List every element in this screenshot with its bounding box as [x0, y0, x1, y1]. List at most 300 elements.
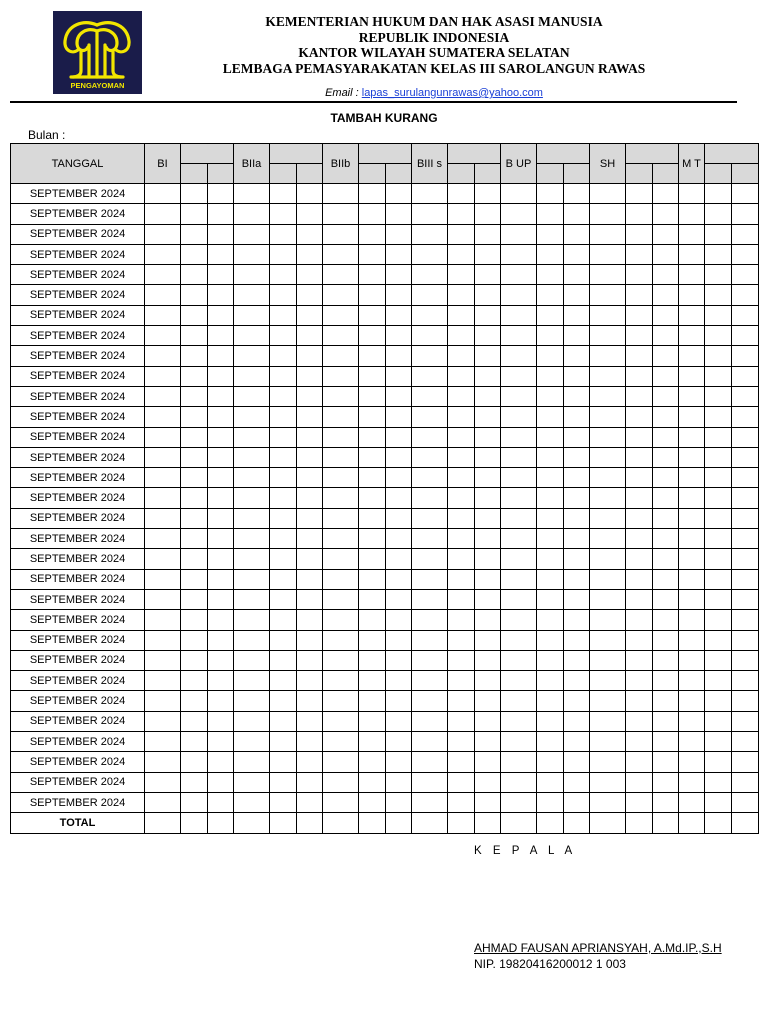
data-cell[interactable] [705, 326, 732, 346]
data-cell[interactable] [705, 488, 732, 508]
data-cell[interactable] [590, 711, 626, 731]
data-cell[interactable] [732, 508, 759, 528]
data-cell[interactable] [590, 386, 626, 406]
data-cell[interactable] [323, 447, 359, 467]
data-cell[interactable] [234, 265, 270, 285]
data-cell[interactable] [412, 184, 448, 204]
data-cell[interactable] [626, 305, 653, 325]
data-cell[interactable] [323, 508, 359, 528]
data-cell[interactable] [386, 386, 412, 406]
data-cell[interactable] [501, 447, 537, 467]
data-cell[interactable] [359, 691, 386, 711]
data-cell[interactable] [626, 772, 653, 792]
total-cell[interactable] [323, 813, 359, 833]
data-cell[interactable] [705, 407, 732, 427]
data-cell[interactable] [705, 772, 732, 792]
data-cell[interactable] [537, 244, 564, 264]
data-cell[interactable] [475, 386, 501, 406]
data-cell[interactable] [626, 244, 653, 264]
data-cell[interactable] [448, 732, 475, 752]
data-cell[interactable] [679, 630, 705, 650]
data-cell[interactable] [323, 427, 359, 447]
data-cell[interactable] [679, 529, 705, 549]
data-cell[interactable] [626, 549, 653, 569]
data-cell[interactable] [475, 549, 501, 569]
data-cell[interactable] [653, 305, 679, 325]
data-cell[interactable] [297, 366, 323, 386]
data-cell[interactable] [705, 346, 732, 366]
data-cell[interactable] [537, 285, 564, 305]
data-cell[interactable] [475, 184, 501, 204]
data-cell[interactable] [270, 569, 297, 589]
data-cell[interactable] [323, 305, 359, 325]
data-cell[interactable] [732, 244, 759, 264]
data-cell[interactable] [653, 508, 679, 528]
data-cell[interactable] [501, 671, 537, 691]
data-cell[interactable] [564, 285, 590, 305]
data-cell[interactable] [323, 711, 359, 731]
data-cell[interactable] [323, 792, 359, 812]
data-cell[interactable] [626, 468, 653, 488]
data-cell[interactable] [653, 630, 679, 650]
data-cell[interactable] [653, 650, 679, 670]
data-cell[interactable] [653, 184, 679, 204]
data-cell[interactable] [297, 346, 323, 366]
data-cell[interactable] [145, 630, 181, 650]
data-cell[interactable] [626, 407, 653, 427]
data-cell[interactable] [234, 305, 270, 325]
data-cell[interactable] [626, 326, 653, 346]
data-cell[interactable] [359, 407, 386, 427]
data-cell[interactable] [448, 691, 475, 711]
data-cell[interactable] [501, 468, 537, 488]
data-cell[interactable] [234, 224, 270, 244]
data-cell[interactable] [537, 326, 564, 346]
data-cell[interactable] [732, 204, 759, 224]
data-cell[interactable] [323, 285, 359, 305]
data-cell[interactable] [475, 508, 501, 528]
data-cell[interactable] [732, 305, 759, 325]
data-cell[interactable] [208, 508, 234, 528]
data-cell[interactable] [145, 589, 181, 609]
data-cell[interactable] [590, 508, 626, 528]
data-cell[interactable] [234, 326, 270, 346]
data-cell[interactable] [653, 691, 679, 711]
data-cell[interactable] [234, 468, 270, 488]
data-cell[interactable] [270, 650, 297, 670]
data-cell[interactable] [626, 711, 653, 731]
data-cell[interactable] [359, 285, 386, 305]
data-cell[interactable] [537, 366, 564, 386]
data-cell[interactable] [297, 326, 323, 346]
data-cell[interactable] [475, 204, 501, 224]
data-cell[interactable] [653, 569, 679, 589]
data-cell[interactable] [359, 427, 386, 447]
data-cell[interactable] [653, 346, 679, 366]
data-cell[interactable] [501, 204, 537, 224]
data-cell[interactable] [386, 508, 412, 528]
data-cell[interactable] [501, 732, 537, 752]
data-cell[interactable] [501, 691, 537, 711]
data-cell[interactable] [208, 671, 234, 691]
data-cell[interactable] [181, 184, 208, 204]
data-cell[interactable] [270, 468, 297, 488]
total-cell[interactable] [626, 813, 653, 833]
data-cell[interactable] [270, 488, 297, 508]
data-cell[interactable] [145, 265, 181, 285]
data-cell[interactable] [705, 204, 732, 224]
data-cell[interactable] [653, 549, 679, 569]
data-cell[interactable] [732, 346, 759, 366]
data-cell[interactable] [448, 204, 475, 224]
data-cell[interactable] [626, 285, 653, 305]
data-cell[interactable] [705, 610, 732, 630]
data-cell[interactable] [270, 366, 297, 386]
data-cell[interactable] [234, 184, 270, 204]
data-cell[interactable] [297, 772, 323, 792]
data-cell[interactable] [270, 285, 297, 305]
data-cell[interactable] [679, 732, 705, 752]
data-cell[interactable] [475, 407, 501, 427]
data-cell[interactable] [297, 691, 323, 711]
data-cell[interactable] [297, 792, 323, 812]
data-cell[interactable] [626, 732, 653, 752]
data-cell[interactable] [626, 752, 653, 772]
data-cell[interactable] [181, 346, 208, 366]
data-cell[interactable] [145, 285, 181, 305]
data-cell[interactable] [501, 488, 537, 508]
data-cell[interactable] [234, 508, 270, 528]
data-cell[interactable] [679, 407, 705, 427]
data-cell[interactable] [386, 326, 412, 346]
data-cell[interactable] [181, 285, 208, 305]
data-cell[interactable] [501, 711, 537, 731]
data-cell[interactable] [475, 447, 501, 467]
data-cell[interactable] [412, 244, 448, 264]
data-cell[interactable] [537, 792, 564, 812]
data-cell[interactable] [448, 468, 475, 488]
data-cell[interactable] [732, 650, 759, 670]
data-cell[interactable] [323, 529, 359, 549]
data-cell[interactable] [653, 589, 679, 609]
data-cell[interactable] [653, 386, 679, 406]
data-cell[interactable] [145, 184, 181, 204]
data-cell[interactable] [323, 610, 359, 630]
data-cell[interactable] [208, 427, 234, 447]
data-cell[interactable] [448, 792, 475, 812]
data-cell[interactable] [323, 265, 359, 285]
data-cell[interactable] [448, 224, 475, 244]
data-cell[interactable] [208, 366, 234, 386]
total-cell[interactable] [181, 813, 208, 833]
data-cell[interactable] [323, 671, 359, 691]
data-cell[interactable] [564, 549, 590, 569]
data-cell[interactable] [270, 224, 297, 244]
data-cell[interactable] [181, 204, 208, 224]
data-cell[interactable] [181, 265, 208, 285]
data-cell[interactable] [270, 772, 297, 792]
data-cell[interactable] [386, 610, 412, 630]
data-cell[interactable] [270, 732, 297, 752]
data-cell[interactable] [626, 346, 653, 366]
data-cell[interactable] [359, 468, 386, 488]
data-cell[interactable] [323, 691, 359, 711]
data-cell[interactable] [234, 711, 270, 731]
data-cell[interactable] [448, 650, 475, 670]
data-cell[interactable] [590, 285, 626, 305]
data-cell[interactable] [501, 346, 537, 366]
data-cell[interactable] [270, 691, 297, 711]
data-cell[interactable] [626, 508, 653, 528]
data-cell[interactable] [705, 244, 732, 264]
data-cell[interactable] [653, 711, 679, 731]
data-cell[interactable] [181, 326, 208, 346]
data-cell[interactable] [653, 244, 679, 264]
data-cell[interactable] [590, 326, 626, 346]
data-cell[interactable] [705, 305, 732, 325]
data-cell[interactable] [501, 407, 537, 427]
data-cell[interactable] [705, 529, 732, 549]
data-cell[interactable] [386, 346, 412, 366]
data-cell[interactable] [705, 265, 732, 285]
data-cell[interactable] [323, 366, 359, 386]
data-cell[interactable] [208, 468, 234, 488]
data-cell[interactable] [145, 386, 181, 406]
data-cell[interactable] [412, 630, 448, 650]
data-cell[interactable] [208, 407, 234, 427]
data-cell[interactable] [323, 386, 359, 406]
data-cell[interactable] [679, 772, 705, 792]
data-cell[interactable] [564, 265, 590, 285]
data-cell[interactable] [590, 204, 626, 224]
data-cell[interactable] [448, 346, 475, 366]
data-cell[interactable] [297, 711, 323, 731]
data-cell[interactable] [448, 285, 475, 305]
data-cell[interactable] [386, 569, 412, 589]
data-cell[interactable] [359, 752, 386, 772]
data-cell[interactable] [208, 224, 234, 244]
data-cell[interactable] [234, 346, 270, 366]
data-cell[interactable] [590, 772, 626, 792]
data-cell[interactable] [679, 671, 705, 691]
data-cell[interactable] [297, 265, 323, 285]
data-cell[interactable] [208, 204, 234, 224]
data-cell[interactable] [705, 589, 732, 609]
data-cell[interactable] [359, 346, 386, 366]
data-cell[interactable] [181, 772, 208, 792]
data-cell[interactable] [537, 204, 564, 224]
data-cell[interactable] [208, 569, 234, 589]
data-cell[interactable] [475, 569, 501, 589]
data-cell[interactable] [732, 265, 759, 285]
data-cell[interactable] [181, 488, 208, 508]
data-cell[interactable] [537, 529, 564, 549]
data-cell[interactable] [297, 204, 323, 224]
data-cell[interactable] [564, 671, 590, 691]
data-cell[interactable] [626, 650, 653, 670]
data-cell[interactable] [590, 691, 626, 711]
total-cell[interactable] [412, 813, 448, 833]
data-cell[interactable] [537, 691, 564, 711]
data-cell[interactable] [412, 204, 448, 224]
data-cell[interactable] [626, 610, 653, 630]
data-cell[interactable] [679, 610, 705, 630]
data-cell[interactable] [386, 204, 412, 224]
data-cell[interactable] [679, 204, 705, 224]
data-cell[interactable] [537, 630, 564, 650]
data-cell[interactable] [181, 386, 208, 406]
data-cell[interactable] [501, 508, 537, 528]
data-cell[interactable] [386, 427, 412, 447]
data-cell[interactable] [653, 427, 679, 447]
data-cell[interactable] [732, 488, 759, 508]
data-cell[interactable] [732, 772, 759, 792]
data-cell[interactable] [537, 732, 564, 752]
data-cell[interactable] [145, 488, 181, 508]
data-cell[interactable] [732, 285, 759, 305]
data-cell[interactable] [359, 650, 386, 670]
data-cell[interactable] [475, 610, 501, 630]
data-cell[interactable] [475, 691, 501, 711]
data-cell[interactable] [234, 488, 270, 508]
data-cell[interactable] [234, 244, 270, 264]
data-cell[interactable] [412, 529, 448, 549]
data-cell[interactable] [386, 650, 412, 670]
data-cell[interactable] [234, 792, 270, 812]
data-cell[interactable] [705, 650, 732, 670]
data-cell[interactable] [626, 386, 653, 406]
data-cell[interactable] [448, 244, 475, 264]
data-cell[interactable] [359, 792, 386, 812]
data-cell[interactable] [359, 366, 386, 386]
data-cell[interactable] [297, 386, 323, 406]
data-cell[interactable] [501, 650, 537, 670]
data-cell[interactable] [359, 772, 386, 792]
data-cell[interactable] [475, 589, 501, 609]
data-cell[interactable] [359, 386, 386, 406]
data-cell[interactable] [732, 752, 759, 772]
data-cell[interactable] [732, 184, 759, 204]
data-cell[interactable] [208, 346, 234, 366]
data-cell[interactable] [653, 265, 679, 285]
data-cell[interactable] [297, 650, 323, 670]
data-cell[interactable] [145, 346, 181, 366]
data-cell[interactable] [359, 204, 386, 224]
data-cell[interactable] [590, 529, 626, 549]
data-cell[interactable] [386, 447, 412, 467]
data-cell[interactable] [475, 265, 501, 285]
data-cell[interactable] [732, 569, 759, 589]
data-cell[interactable] [732, 468, 759, 488]
data-cell[interactable] [297, 407, 323, 427]
data-cell[interactable] [564, 184, 590, 204]
total-cell[interactable] [564, 813, 590, 833]
data-cell[interactable] [590, 488, 626, 508]
data-cell[interactable] [359, 224, 386, 244]
data-cell[interactable] [448, 549, 475, 569]
data-cell[interactable] [732, 224, 759, 244]
data-cell[interactable] [653, 772, 679, 792]
data-cell[interactable] [270, 346, 297, 366]
data-cell[interactable] [270, 711, 297, 731]
data-cell[interactable] [705, 386, 732, 406]
data-cell[interactable] [537, 671, 564, 691]
data-cell[interactable] [501, 630, 537, 650]
data-cell[interactable] [386, 691, 412, 711]
data-cell[interactable] [145, 224, 181, 244]
data-cell[interactable] [208, 691, 234, 711]
data-cell[interactable] [679, 386, 705, 406]
data-cell[interactable] [270, 752, 297, 772]
data-cell[interactable] [590, 184, 626, 204]
data-cell[interactable] [412, 569, 448, 589]
data-cell[interactable] [653, 366, 679, 386]
data-cell[interactable] [386, 305, 412, 325]
data-cell[interactable] [448, 386, 475, 406]
data-cell[interactable] [323, 224, 359, 244]
data-cell[interactable] [323, 184, 359, 204]
data-cell[interactable] [412, 386, 448, 406]
data-cell[interactable] [270, 427, 297, 447]
data-cell[interactable] [208, 610, 234, 630]
data-cell[interactable] [732, 671, 759, 691]
data-cell[interactable] [679, 691, 705, 711]
data-cell[interactable] [564, 447, 590, 467]
data-cell[interactable] [297, 752, 323, 772]
data-cell[interactable] [145, 407, 181, 427]
data-cell[interactable] [386, 589, 412, 609]
data-cell[interactable] [448, 184, 475, 204]
data-cell[interactable] [653, 285, 679, 305]
data-cell[interactable] [732, 386, 759, 406]
data-cell[interactable] [732, 529, 759, 549]
data-cell[interactable] [679, 285, 705, 305]
data-cell[interactable] [679, 711, 705, 731]
data-cell[interactable] [412, 589, 448, 609]
data-cell[interactable] [475, 326, 501, 346]
data-cell[interactable] [448, 529, 475, 549]
data-cell[interactable] [564, 630, 590, 650]
data-cell[interactable] [475, 305, 501, 325]
data-cell[interactable] [359, 711, 386, 731]
data-cell[interactable] [323, 244, 359, 264]
data-cell[interactable] [732, 407, 759, 427]
data-cell[interactable] [386, 265, 412, 285]
data-cell[interactable] [732, 711, 759, 731]
data-cell[interactable] [653, 792, 679, 812]
data-cell[interactable] [412, 711, 448, 731]
data-cell[interactable] [386, 529, 412, 549]
data-cell[interactable] [270, 589, 297, 609]
data-cell[interactable] [564, 366, 590, 386]
data-cell[interactable] [564, 650, 590, 670]
total-cell[interactable] [297, 813, 323, 833]
data-cell[interactable] [475, 366, 501, 386]
data-cell[interactable] [537, 346, 564, 366]
data-cell[interactable] [208, 549, 234, 569]
data-cell[interactable] [475, 792, 501, 812]
data-cell[interactable] [181, 752, 208, 772]
data-cell[interactable] [386, 732, 412, 752]
data-cell[interactable] [564, 711, 590, 731]
data-cell[interactable] [537, 569, 564, 589]
data-cell[interactable] [626, 671, 653, 691]
data-cell[interactable] [448, 671, 475, 691]
data-cell[interactable] [475, 244, 501, 264]
data-cell[interactable] [181, 630, 208, 650]
data-cell[interactable] [234, 386, 270, 406]
data-cell[interactable] [705, 184, 732, 204]
